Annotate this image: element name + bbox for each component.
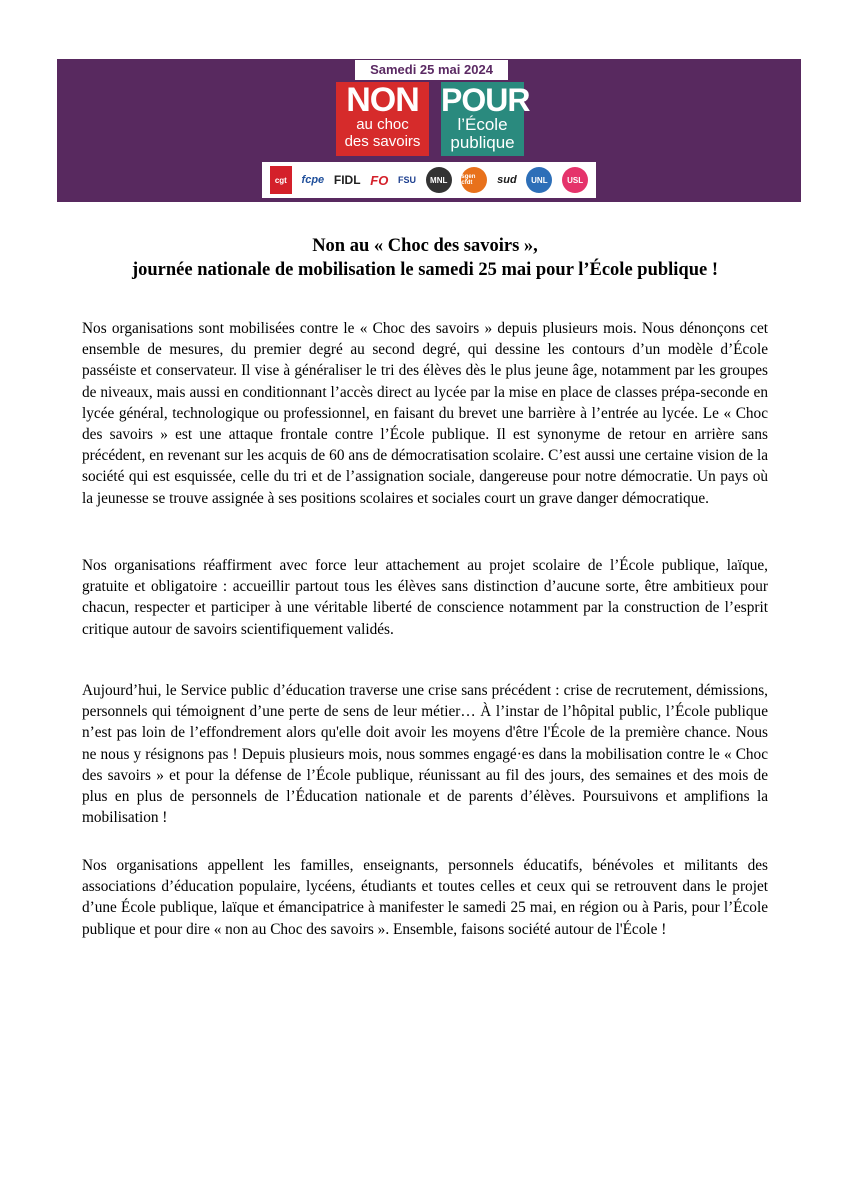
non-line2: des savoirs	[344, 133, 421, 150]
unl-logo: UNL	[526, 167, 552, 193]
pour-line2: publique	[450, 133, 515, 152]
fsu-logo: FSU	[398, 175, 417, 185]
paragraph-1: Nos organisations sont mobilisées contre le « Choc des savoirs » depuis plusieurs mois. Nous dénonçons cet ensemble de mesures, du premier degré au second degré, qui dessine les contours d’un modèle d’École passéiste et conservateur. Il vise à généraliser le tri des élèves dès le plus jeune âge, notamment par les groupes de niveaux, mais aussi en conditionnant l’accès direct au lycée par la mise en place de classes prépa-seconde en lycée général, technologique ou professionnel, en faisant du brevet une barrière à l’entrée au lycée. Le « Choc des savoirs » est une attaque frontale contre l’École publique. Il est synonyme de retour en arrière sans précédent, en revenant sur les acquis de 60 ans de démocratisation scolaire. C’est aussi une certaine vision de la société qui est esquissée, celle du tri et de l’assignation sociale, dangereuse pour notre démocratie. Un pays où la jeunesse se trouve assignée à ses positions scolaires et sociales court un grave danger démocratique.	[82, 320, 768, 507]
usl-logo: USL	[562, 167, 588, 193]
non-line1: au choc	[356, 116, 409, 133]
title-line2: journée nationale de mobilisation le samedi 25 mai pour l’École publique !	[131, 260, 719, 280]
pour-line1: l’École	[457, 115, 508, 134]
non-word: NON	[346, 81, 419, 119]
mnl-logo: MNL	[426, 167, 452, 193]
paragraph-2: Nos organisations réaffirment avec force leur attachement au projet scolaire de l’École publique, laïque, gratuite et obligatoire : accueillir partout tous les élèves sans distinction d’aucune sorte, être ambitieux pour chacun, respecter et participer à une véritable liberté de conscience notamment par la construction de l’esprit critique autour de savoirs scientifiquement validés.	[82, 557, 768, 638]
page-title	[60, 234, 790, 282]
non-logo-block	[336, 82, 429, 156]
pour-logo-block	[441, 82, 530, 156]
sgen-cfdt-logo: sgen cfdt	[461, 167, 487, 193]
union-logos-strip	[262, 162, 596, 198]
event-date: Samedi 25 mai 2024	[355, 60, 508, 80]
title-line1: Non au « Choc des savoirs »,	[312, 236, 538, 256]
sud-logo: sud	[497, 174, 517, 186]
paragraph-4: Nos organisations appellent les familles, enseignants, personnels éducatifs, bénévoles et militants des associations d’éducation populaire, lycéens, étudiants et toutes celles et ceux qui se retrouvent dans le projet d’une École publique, laïque et émancipatrice à manifester le samedi 25 mai, en région ou à Paris, pour l’École publique et pour dire « non au Choc des savoirs ». Ensemble, faisons société autour de l'École !	[82, 857, 768, 938]
paragraph-3: Aujourd’hui, le Service public d’éducation traverse une crise sans précédent : crise de recrutement, démissions, personnels qui témoignent d’une perte de sens de leur métier… À l’instar de l’hôpital public, l’École publique n’est pas loin de l’effondrement alors qu'elle doit avoir les moyens d'être l'École de la première chance. Nous ne nous y résignons pas ! Depuis plusieurs mois, nous sommes engagé·es dans la mobilisation contre le « Choc des savoirs » et pour la défense de l’École publique, réunissant au fil des jours, des semaines et des mois de plus en plus de personnels de l’Éducation nationale et de parents d’élèves. Poursuivons et amplifions la mobilisation !	[82, 682, 768, 827]
fcpe-logo: fcpe	[301, 174, 325, 186]
cgt-logo: cgt	[270, 166, 292, 194]
pour-word: POUR	[441, 82, 530, 118]
fo-logo: FO	[370, 172, 389, 188]
fidl-logo: FIDL	[333, 173, 361, 187]
